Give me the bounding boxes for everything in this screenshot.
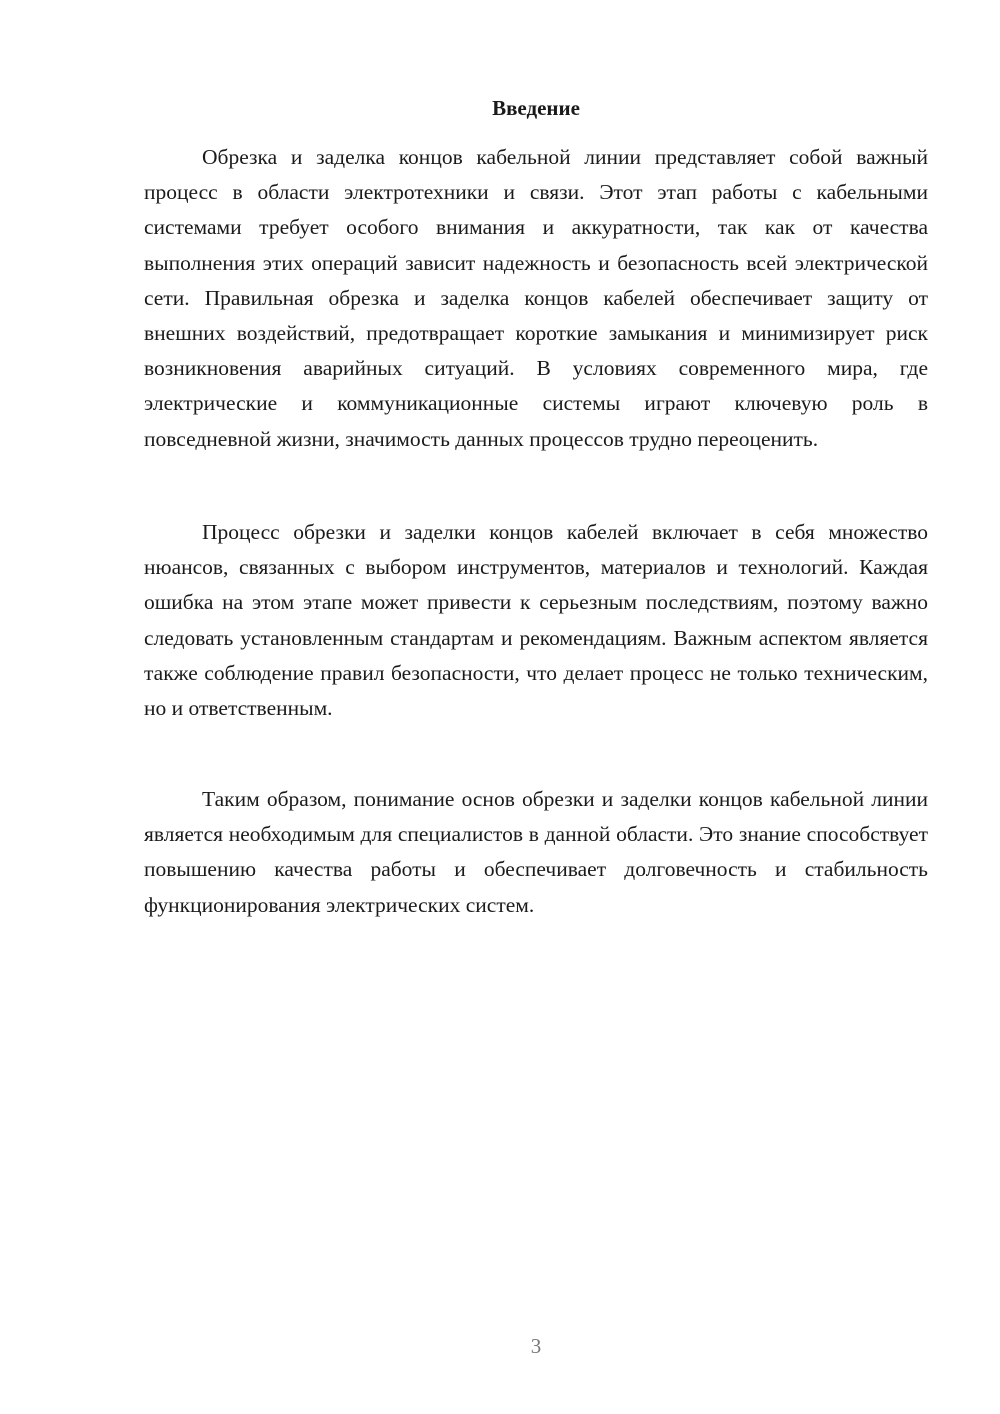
paragraph-3: Таким образом, понимание основ обрезки и заделки концов кабельной линии является необходимым для специалистов в данной области. Это знание способствует повышению качества работы и обеспечивает долговечность и стабильность функционирования электрических систем. xyxy=(144,787,928,917)
paragraph-1: Обрезка и заделка концов кабельной линии представляет собой важный процесс в области электротехники и связи. Этот этап работы с кабельными системами требует особого внимания и аккуратности, так как от качества выполнения этих операций зависит надежность и безопасность всей электрической сети. Правильная обрезка и заделка концов кабелей обеспечивает защиту от внешних воздействий, предотвращает короткие замыкания и минимизирует риск возникновения аварийных ситуаций. В условиях современного мира, где электрические и коммуникационные системы играют ключевую роль в повседневной жизни, значимость данных процессов трудно переоценить. xyxy=(144,145,928,451)
paragraph-2: Процесс обрезки и заделки концов кабелей включает в себя множество нюансов, связанных с выбором инструментов, материалов и технологий. Каждая ошибка на этом этапе может привести к серьезным последствиям, поэтому важно следовать установленным стандартам и рекомендациям. Важным аспектом является также соблюдение правил безопасности, что делает процесс не только техническим, но и ответственным. xyxy=(144,520,928,721)
section-title: Введение xyxy=(492,96,580,120)
page-number: 3 xyxy=(530,1334,542,1358)
